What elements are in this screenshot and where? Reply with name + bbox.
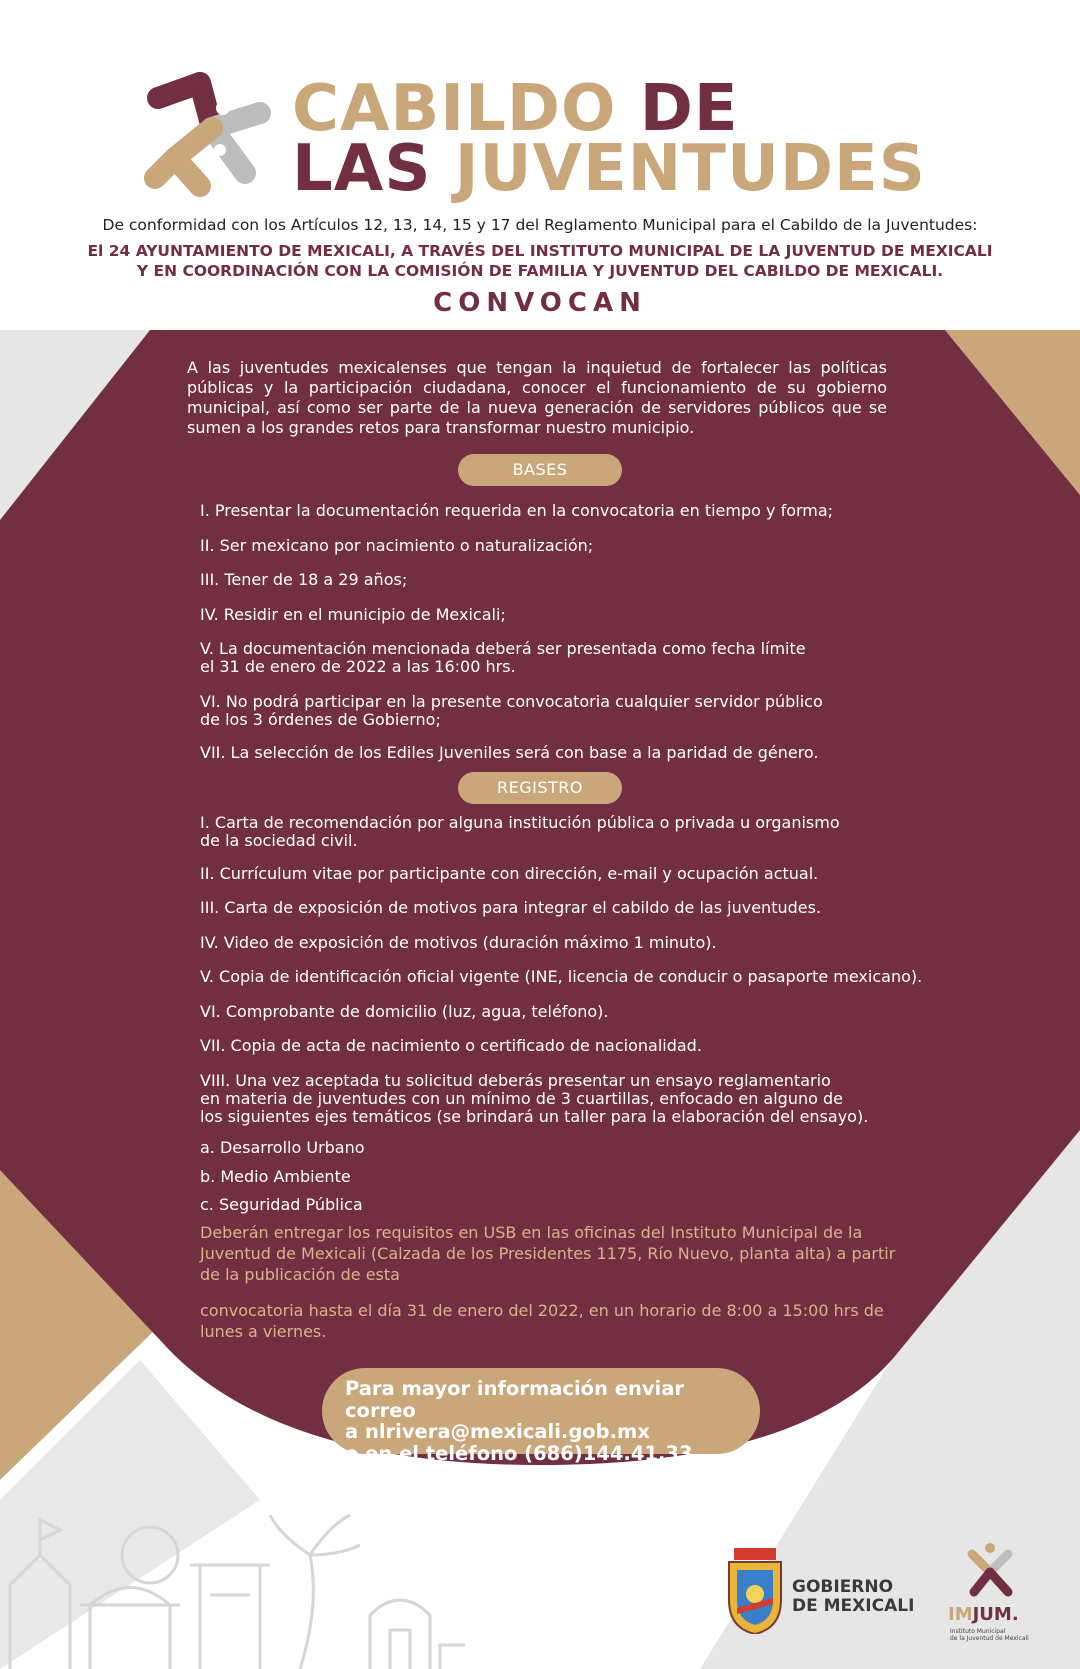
registro-item: II. Currículum vitae por participante con dirección, e-mail y ocupación actual.: [200, 864, 819, 883]
registro-label: REGISTRO: [458, 772, 622, 804]
bases-item: I. Presentar la documentación requerida en la convocatoria en tiempo y forma;: [200, 501, 834, 520]
bases-item: III. Tener de 18 a 29 años;: [200, 570, 408, 589]
imjum-subtitle: [950, 1628, 1030, 1642]
deadline-note: convocatoria hasta el día 31 de enero del 2022, en un horario de 8:00 a 15:00 hrs de lunes a viernes.: [200, 1301, 884, 1341]
contact-phone[interactable]: o en el teléfono (686)144.41.33: [345, 1441, 693, 1465]
gobierno-mexicali-label: [792, 1578, 914, 1616]
registro-item: V. Copia de identificación oficial vigente (INE, licencia de conducir o pasaporte mexicano).: [200, 967, 923, 986]
bases-item: II. Ser mexicano por nacimiento o naturalización;: [200, 536, 594, 555]
gobierno-line1: GOBIERNO: [792, 1577, 894, 1597]
cabildo-logo-icon: [140, 58, 280, 203]
registro-item: VII. Copia de acta de nacimiento o certificado de nacionalidad.: [200, 1036, 702, 1055]
preamble-text: A las juventudes mexicalenses que tengan la inquietud de fortalecer las políticas públicas y la participación ciudadana, conocer el funcionamiento de su gobierno municipal, así como ser parte de la nueva generación de servidores públicos que se sumen a los grandes retos para transformar nuestro municipio.: [187, 358, 887, 437]
city-lineart-illustration: [0, 1495, 470, 1669]
contact-email[interactable]: a nlrivera@mexicali.gob.mx: [345, 1420, 650, 1443]
registro-item: b. Medio Ambiente: [200, 1167, 351, 1186]
title-word-de: DE: [639, 72, 739, 146]
bases-item: IV. Residir en el municipio de Mexicali;: [200, 605, 506, 624]
imjum-sub-line2: de la Juventud de Mexicali: [950, 1635, 1029, 1642]
contact-line1: Para mayor información enviar correo: [345, 1377, 685, 1422]
page-title-line2: [292, 132, 926, 206]
delivery-note: Deberán entregar los requisitos en USB en las oficinas del Instituto Municipal de la Juventud de Mexicali (Calzada de los Presidentes 1175, Río Nuevo, planta alta) a partir de la publicación de esta: [200, 1223, 896, 1284]
imjum-sub-line1: Instituto Municipal: [950, 1628, 1006, 1635]
convocantes: [0, 241, 1080, 281]
gobierno-line2: DE MEXICALI: [792, 1596, 915, 1616]
title-word-cabildo: CABILDO: [292, 72, 617, 146]
imjum-part1: IM: [948, 1604, 973, 1625]
convocantes-line1: El 24 AYUNTAMIENTO DE MEXICALI, A TRAVÉS DEL INSTITUTO MUNICIPAL DE LA JUVENTUD DE MEXICALI: [87, 242, 993, 260]
registro-item: III. Carta de exposición de motivos para integrar el cabildo de las juventudes.: [200, 898, 822, 917]
title-word-las: LAS: [292, 132, 432, 206]
registro-item: a. Desarrollo Urbano: [200, 1138, 365, 1157]
convocantes-line2: Y EN COORDINACIÓN CON LA COMISIÓN DE FAMILIA Y JUVENTUD DEL CABILDO DE MEXICALI.: [136, 262, 944, 280]
imjum-part2: JUM.: [972, 1604, 1019, 1625]
gobierno-mexicali-crest-icon: [726, 1548, 784, 1634]
convocan-heading: CONVOCAN: [433, 288, 647, 318]
contact-info: [345, 1378, 755, 1464]
bases-item: V. La documentación mencionada deberá ser presentada como fecha límite el 31 de enero de 2022 a las 16:00 hrs.: [200, 639, 806, 676]
registro-item: I. Carta de recomendación por alguna institución pública o privada u organismo de la sociedad civil.: [200, 813, 840, 850]
bases-label: BASES: [458, 454, 622, 486]
registro-item: c. Seguridad Pública: [200, 1195, 363, 1214]
intro-text: De conformidad con los Artículos 12, 13, 14, 15 y 17 del Reglamento Municipal para el Cabildo de la Juventudes:: [102, 216, 978, 234]
imjum-label: [948, 1605, 1019, 1625]
title-word-juventudes: JUVENTUDES: [454, 132, 926, 206]
bases-item: VI. No podrá participar en la presente convocatoria cualquier servidor público de los 3 órdenes de Gobierno;: [200, 692, 823, 729]
registro-item: VI. Comprobante de domicilio (luz, agua, teléfono).: [200, 1002, 609, 1021]
imjum-logo-icon: [962, 1542, 1018, 1602]
registro-item: VIII. Una vez aceptada tu solicitud deberás presentar un ensayo reglamentario en materia de juventudes con un mínimo de 3 cuartillas, enfocado en alguno de los siguientes ejes temáticos (se brindará un taller para la elaboración del ensayo).: [200, 1071, 869, 1126]
bases-item: VII. La selección de los Ediles Juveniles será con base a la paridad de género.: [200, 743, 819, 762]
registro-item: IV. Video de exposición de motivos (duración máximo 1 minuto).: [200, 933, 717, 952]
